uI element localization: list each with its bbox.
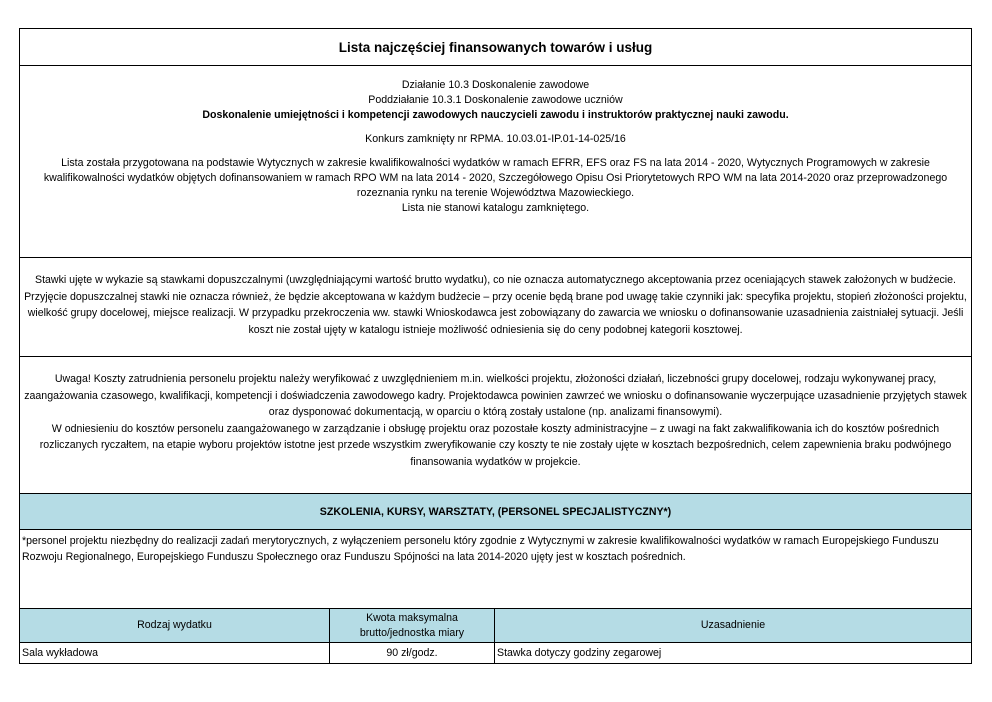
expense-table [19, 608, 972, 664]
row-amount: 90 zł/godz. [330, 643, 495, 664]
header-justification: Uzasadnienie [495, 609, 972, 643]
header-type: Rodzaj wydatku [20, 609, 330, 643]
table-row [20, 643, 972, 664]
intro-block [19, 65, 972, 257]
rates-paragraph: Stawki ujęte w wykazie są stawkami dopuszczalnymi (uwzględniającymi wartość brutto wydatku), co nie oznacza automatycznego akceptowania przez oceniających stawek założonych w budżecie. Przyjęcie dopuszczalnej stawki nie oznacza również, że będzie akceptowana w każdym budżecie – przy ocenie będą brane pod uwagę takie czynniki jak: specyfika projektu, stopień złożoności projektu, wielkość grupy docelowej, miejsce realizacji. W przypadku przekroczenia ww. stawki Wnioskodawca jest zobowiązany do zawarcia we wniosku o dofinansowanie uzasadnienia zaistniałej sytuacji. Jeśli koszt nie został ujęty w katalogu istnieje możliwość odniesienia się do ceny podobnej kategorii kosztowej. [19, 257, 972, 356]
competition-number: Konkurs zamknięty nr RPMA. 10.03.01-IP.01-14-025/16 [365, 133, 626, 145]
row-type: Sala wykładowa [20, 643, 330, 664]
project-scope-line: Doskonalenie umiejętności i kompetencji zawodowych nauczycieli zawodu i instruktorów praktycznej nauki zawodu. [202, 109, 789, 121]
document-sheet [19, 28, 972, 664]
document-title: Lista najczęściej finansowanych towarów i usług [19, 28, 972, 65]
warning-block [19, 356, 972, 493]
header-amount: Kwota maksymalna brutto/jednostka miary [330, 609, 495, 643]
submeasure-line: Poddziałanie 10.3.1 Doskonalenie zawodowe uczniów [368, 94, 623, 106]
not-closed-note: Lista nie stanowi katalogu zamkniętego. [401, 202, 590, 214]
table-header-row [20, 609, 972, 643]
row-justification: Stawka dotyczy godziny zegarowej [495, 643, 972, 664]
basis-text: Lista została przygotowana na podstawie Wytycznych w zakresie kwalifikowalności wydatków w ramach EFRR, EFS oraz FS na lata 2014 - 2020, Wytycznych Programowych w zakresie kwalifikowalności wydatków objętych dofinansowaniem w ramach RPO WM na lata 2014 - 2020, Szczegółowego Opisu Osi Priorytetowych RPO WM na lata 2014-2020 oraz przeprowadzonego rozeznania rynku na terenie Województwa Mazowieckiego. [43, 157, 948, 199]
warning-paragraph-1: Uwaga! Koszty zatrudnienia personelu projektu należy weryfikować z uwzględnieniem m.in. wielkości projektu, złożoności działań, liczebności grupy docelowej, rodzaju wykonywanej pracy, zaangażowania czasowego, kwalifikacji, kompetencji i doświadczenia zawodowego kadry. Projektodawca powinien zawrzeć we wniosku o dofinansowanie wyczerpujące uzasadnienie przyjętych stawek oraz dysponować dokumentacją, w oparciu o którą zostały ustalone (np. analizami finansowymi). [24, 373, 967, 418]
footnote: *personel projektu niezbędny do realizacji zadań merytorycznych, z wyłączeniem personelu który zgodnie z Wytycznymi w zakresie kwalifikowalności wydatków w ramach Europejskiego Funduszu Rozwoju Regionalnego, Europejskiego Funduszu Społecznego oraz Funduszu Spójności na lata 2014-2020 ujęty jest w kosztach pośrednich. [19, 529, 972, 608]
warning-paragraph-2: W odniesieniu do kosztów personelu zaangażowanego w zarządzanie i obsługę projektu oraz pozostałe koszty administracyjne – z uwagi na fakt zakwalifikowania ich do kosztów pośrednich rozliczanych ryczałtem, na etapie wyboru projektów istotne jest przede wszystkim zweryfikowanie czy koszty te nie zostały ujęte w kosztach bezpośrednich, celem zapewnienia braku podwójnego finansowania wydatków w projekcie. [39, 422, 952, 468]
measure-line: Działanie 10.3 Doskonalenie zawodowe [401, 79, 590, 91]
section-header: SZKOLENIA, KURSY, WARSZTATY, (PERSONEL SPECJALISTYCZNY*) [19, 493, 972, 529]
